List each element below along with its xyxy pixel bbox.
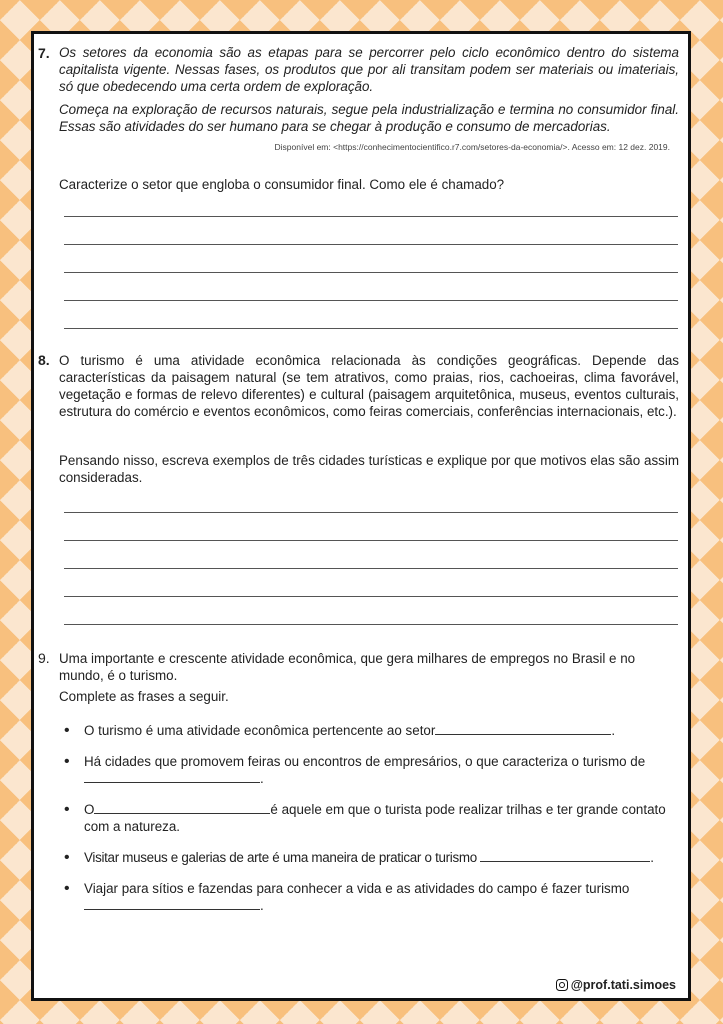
question-text: Os setores da economia são as etapas para se percorrer pelo ciclo econômico dentro do sistema capitalista vigente. Nessas fases, os produtos que por ali transitam podem ser materiais ou imateriais, só que obedecendo uma certa ordem de exploração. xyxy=(59,45,679,94)
instagram-icon xyxy=(556,979,568,991)
worksheet-page xyxy=(31,31,691,1001)
list-item: • O é aquele em que o turista pode realizar trilhas e ter grande contato com a natureza. xyxy=(62,801,682,835)
author-handle: @prof.tati.simoes xyxy=(556,978,676,992)
question-text: Começa na exploração de recursos naturais, segue pela industrialização e termina no consumidor final. Essas são atividades do ser humano para se chegar à produção e consumo de mercadorias. xyxy=(59,102,679,134)
blank-field[interactable] xyxy=(435,722,611,735)
question-number: 9. xyxy=(38,650,50,666)
question-number: 8. xyxy=(38,352,50,368)
question-number: 7. xyxy=(38,45,50,61)
answer-line[interactable] xyxy=(64,512,678,513)
question-text: Uma importante e crescente atividade econômica, que gera milhares de empregos no Brasil e no mundo, é o turismo. xyxy=(59,651,636,683)
answer-line[interactable] xyxy=(64,300,678,301)
answer-line[interactable] xyxy=(64,244,678,245)
answer-line[interactable] xyxy=(64,272,678,273)
blank-field[interactable] xyxy=(94,801,270,814)
answer-line[interactable] xyxy=(64,624,678,625)
answer-line[interactable] xyxy=(64,540,678,541)
question-instruction: Complete as frases a seguir. xyxy=(59,689,229,704)
list-item: • Viajar para sítios e fazendas para conhecer a vida e as atividades do campo é fazer turismo . xyxy=(62,880,682,914)
question-prompt: Caracterize o setor que engloba o consumidor final. Como ele é chamado? xyxy=(59,177,505,192)
answer-line[interactable] xyxy=(64,568,678,569)
blank-field[interactable] xyxy=(480,849,650,862)
source-citation: Disponível em: <https://conhecimentocientifico.r7.com/setores-da-economia/>. Acesso em: 12 dez. 2019. xyxy=(274,142,670,152)
answer-line[interactable] xyxy=(64,596,678,597)
list-item: • O turismo é uma atividade econômica pertencente ao setor . xyxy=(62,722,682,739)
question-prompt: Pensando nisso, escreva exemplos de três cidades turísticas e explique por que motivos elas são assim consideradas. xyxy=(59,453,679,485)
list-item: • Visitar museus e galerias de arte é uma maneira de praticar o turismo . xyxy=(62,849,682,866)
fill-in-list xyxy=(62,722,682,914)
question-text: O turismo é uma atividade econômica relacionada às condições geográficas. Depende das características da paisagem natural (se tem atrativos, como praias, rios, cachoeiras, clima favorável, vegetação e formas de relevo diferentes) e cultural (paisagem arquitetônica, museus, eventos culturais, estrutura do comércio e eventos econômicos, como feiras comerciais, conferências internacionais, etc.). xyxy=(59,353,679,419)
answer-line[interactable] xyxy=(64,328,678,329)
answer-line[interactable] xyxy=(64,216,678,217)
list-item: • Há cidades que promovem feiras ou encontros de empresários, o que caracteriza o turismo de . xyxy=(62,753,682,787)
blank-field[interactable] xyxy=(84,897,260,910)
blank-field[interactable] xyxy=(84,770,260,783)
